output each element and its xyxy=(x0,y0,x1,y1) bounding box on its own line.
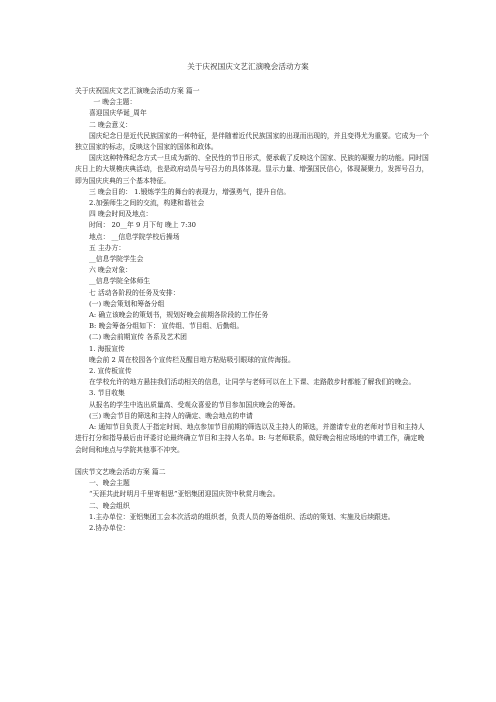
text-line: (三) 晚会节目的筛选和主持人的确定、晚会地点的申请 xyxy=(89,411,253,420)
text-line: 五 主办方： xyxy=(89,243,126,252)
text-line: (二) 晚会前期宣传 各系及艺术团 xyxy=(89,333,187,342)
text-line: 国庆这种特殊纪念方式一旦成为新的、全民性的节日形式，便承载了反映这个国家、民族的凝聚力的功能。同时国庆日上的大规模庆典活动，也是政府动员与号召力的具体体现。显示力量、增强国民信心，体现凝聚力，发挥号召力，即为国庆庆典的三个基本特征。 xyxy=(75,154,429,185)
text-line: 喜迎国庆华诞_周年 xyxy=(89,109,147,118)
text-line: 二、晚会组织 xyxy=(89,501,130,510)
text-line: 一 晚会主题： xyxy=(89,98,137,107)
text-line: 时间： 20__年 9 月下旬 晚上 7:30 xyxy=(89,221,197,230)
text-line: 七 活动各阶段的任务及安排： xyxy=(89,288,180,297)
document-title: 关于庆祝国庆文艺汇演晚会活动方案 xyxy=(187,62,309,71)
text-line: A: 通知节目负责人于指定时间、地点参加节目前期的筛选以及主持人的筛选，并邀请专业的老师对节目和主持人进行打分和指导最后由评委讨论最终确立节目和主持人名单。B: 与老师联系，做好晚会相应场地的申请工作，确定晚会时间和地点与学院其他事不冲突。 xyxy=(75,423,425,454)
text-line: 3. 节目收集 xyxy=(89,389,125,398)
text-line: 一、晚会主题 xyxy=(89,479,130,488)
text-line: (一) 晚会策划和筹备分组 xyxy=(89,299,165,308)
text-line: 国庆节文艺晚会活动方案 篇二 xyxy=(75,467,166,476)
text-line: 2.加强师生之间的交流，构建和谐社会 xyxy=(89,199,205,208)
text-line: 2. 宣传板宣传 xyxy=(89,367,132,376)
text-line: 在学校允许的地方悬挂我们活动相关的信息，让同学与老师可以在上下课、走路散步时都能了解我们的晚会。 xyxy=(89,378,416,387)
text-line: 关于庆祝国庆文艺汇演晚会活动方案 篇一 xyxy=(75,87,200,95)
text-line: __信息学院全体师生 xyxy=(89,277,151,286)
text-line: 三 晚会目的： 1.锻炼学生的舞台的表现力，增强勇气，提升自信。 xyxy=(89,187,291,196)
text-line: A: 确立该晚会的策划书，规划好晚会前期各阶段的工作任务 xyxy=(89,311,269,320)
text-line: 国庆纪念日是近代民族国家的一种特征，是伴随着近代民族国家的出现而出现的，并且变得尤为重要。它成为一个独立国家的标志，反映这个国家的国体和政体。 xyxy=(75,131,429,152)
document-body xyxy=(75,86,431,534)
text-line: 1.主办单位：亚铝集团工会本次活动的组织者，负责人员的筹备组织、活动的策划、实施及后续跟进。 xyxy=(89,512,395,521)
text-line: 四 晚会时间及地点： xyxy=(89,210,153,219)
text-line: B: 晚会筹备分组如下： 宣传组、节目组、后勤组。 xyxy=(89,322,244,331)
text-line: 六 晚会对象： xyxy=(89,266,132,275)
text-line: 1. 海报宣传 xyxy=(89,344,125,353)
section-gap xyxy=(75,456,431,467)
text-line: 2.协办单位： xyxy=(89,523,130,532)
text-line: “天涯共此时明月千里寄相思”亚铝集团迎国庆贺中秋赏月晚会。 xyxy=(89,490,280,499)
text-line: 晚会前 2 周在校园各个宣传栏及醒目地方粘贴吸引眼球的宣传海报。 xyxy=(89,355,295,364)
text-line: __信息学院学生会 xyxy=(89,255,144,264)
text-line: 从报名的学生中选出质量高、受观众喜爱的节目参加国庆晚会的筹备。 xyxy=(89,400,300,409)
text-line: 二 晚会意义： xyxy=(89,120,132,129)
text-line: 地点： __信息学院学校后操场 xyxy=(89,232,180,241)
